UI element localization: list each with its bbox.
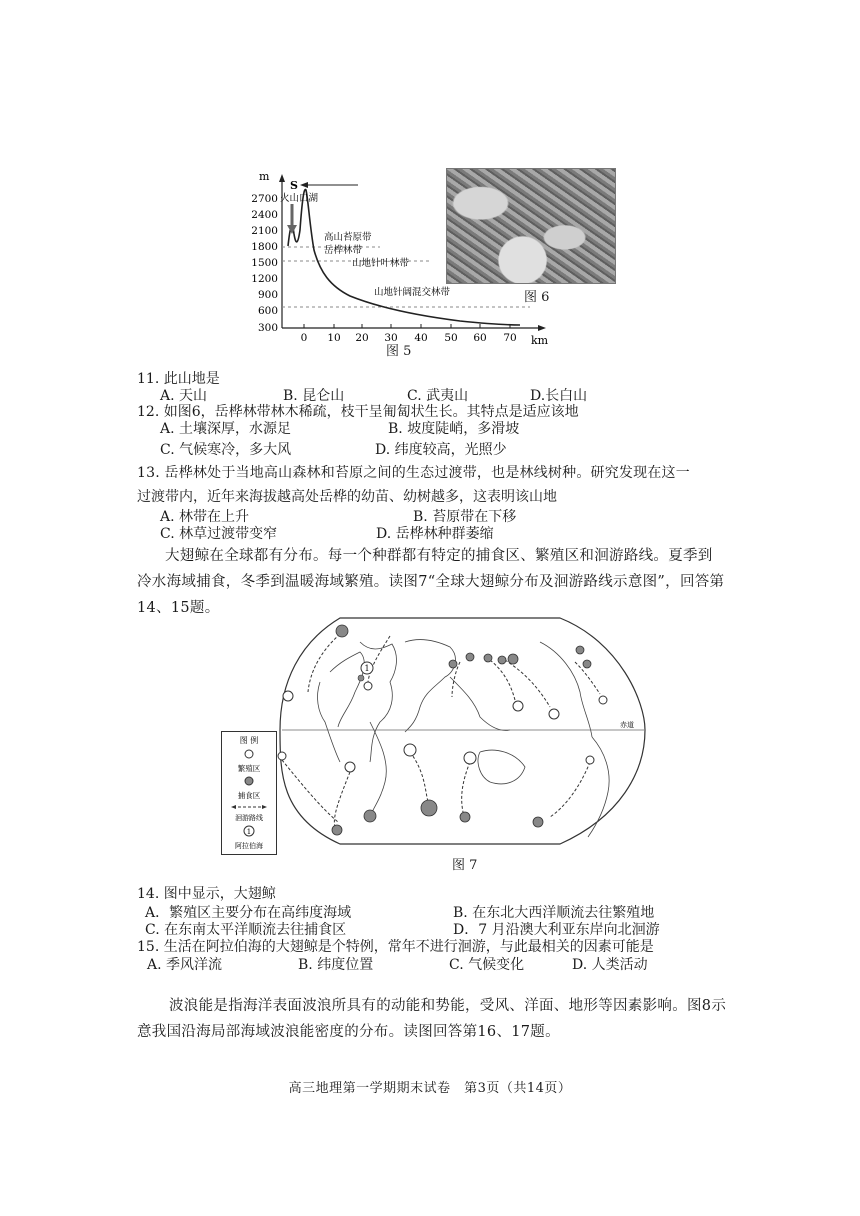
- wave-energy-paragraph: 波浪能是指海洋表面波浪所具有的动能和势能，受风、洋面、地形等因素影响。图8示意我国沿海局部海域波浪能密度的分布。读图回答第16、17题。: [137, 998, 727, 1040]
- q14-option-a[interactable]: A．繁殖区主要分布在高纬度海域: [145, 905, 352, 921]
- q12-option-a[interactable]: A. 土壤深厚，水源足: [160, 421, 292, 437]
- q13-option-d[interactable]: D. 岳桦林种群萎缩: [376, 526, 494, 542]
- y-tick: 600: [257, 305, 278, 317]
- birch-forest-photo: [446, 168, 616, 284]
- y-tick: 1500: [251, 257, 278, 269]
- q13-option-c[interactable]: C. 林草过渡带变窄: [160, 526, 278, 542]
- y-tick: 2100: [251, 225, 278, 237]
- x-unit-label: km: [531, 334, 549, 347]
- q11-option-b[interactable]: B. 昆仑山: [283, 388, 345, 404]
- x-tick: 70: [503, 332, 517, 344]
- x-tick: 20: [355, 332, 369, 344]
- q12-option-b[interactable]: B. 坡度陡峭，多滑坡: [388, 421, 520, 437]
- q15-option-b[interactable]: B. 纬度位置: [298, 957, 374, 973]
- legend-breeding: 繁殖区: [237, 764, 261, 773]
- x-tick: 60: [473, 332, 487, 344]
- x-tick: 40: [414, 332, 428, 344]
- q13-stem-line1: 13. 岳桦林处于当地高山森林和苔原之间的生态过渡带，也是林线树种。研究发现在这一: [137, 465, 690, 481]
- y-unit-label: m: [259, 170, 270, 183]
- q11-option-a[interactable]: A. 天山: [160, 388, 208, 404]
- figure-6-caption: 图 6: [524, 290, 550, 305]
- crater-lake-label: 火山口湖: [280, 193, 319, 204]
- whale-intro-paragraph: 大翅鲸在全球都有分布。每一个种群都有特定的捕食区、繁殖区和洄游路线。夏季到冷水海域捕食，冬季到温暖海域繁殖。读图7“全球大翅鲸分布及洄游路线示意图”，回答第14、15题。: [137, 548, 725, 616]
- q12-stem: 12. 如图6，岳桦林带林木稀疏，枝干呈匍匐状生长。其特点是适应该地: [137, 404, 579, 420]
- x-tick: 10: [327, 332, 341, 344]
- q15-stem: 15. 生活在阿拉伯海的大翅鲸是个特例，常年不进行洄游，与此最相关的因素可能是: [137, 939, 654, 955]
- q12-option-d[interactable]: D. 纬度较高，光照少: [375, 442, 507, 458]
- mixed-forest-label: 山地针阔混交林带: [374, 287, 451, 298]
- conifer-label: 山地针叶林带: [352, 258, 410, 269]
- figure-5-caption: 图 5: [386, 344, 412, 359]
- q15-option-d[interactable]: D. 人类活动: [572, 957, 648, 973]
- y-tick: 900: [257, 289, 278, 301]
- figure-7-caption: 图 7: [452, 858, 478, 873]
- legend-migration: 洄游路线: [235, 814, 263, 822]
- south-label: S: [290, 179, 298, 192]
- figure-7-whale-map: [220, 612, 660, 852]
- x-tick: 0: [300, 332, 308, 344]
- x-tick: 30: [384, 332, 398, 344]
- q11-option-d[interactable]: D.长白山: [530, 388, 588, 404]
- y-tick: 300: [257, 322, 278, 334]
- q14-stem: 14. 图中显示，大翅鲸: [137, 886, 276, 902]
- q14-option-d[interactable]: D．7 月沿澳大利亚东岸向北洄游: [453, 922, 660, 938]
- legend-feeding: 捕食区: [237, 791, 261, 800]
- q14-option-b[interactable]: B. 在东北大西洋顺流去往繁殖地: [453, 905, 655, 921]
- y-tick: 2400: [251, 209, 278, 221]
- legend-marker-1: 1: [246, 828, 252, 836]
- q11-stem: 11. 此山地是: [137, 371, 220, 387]
- x-tick: 50: [444, 332, 458, 344]
- arabian-sea-marker-1: 1: [364, 664, 370, 673]
- legend-arabian-sea: 阿拉伯海: [235, 842, 263, 850]
- q14-option-c[interactable]: C. 在东南太平洋顺流去往捕食区: [145, 922, 347, 938]
- page-footer: 高三地理第一学期期末试卷 第3页（共14页）: [288, 1081, 572, 1096]
- legend-title: 图 例: [239, 736, 259, 745]
- q12-option-c[interactable]: C. 气候寒冷，多大风: [160, 442, 292, 458]
- y-tick: 2700: [251, 193, 278, 205]
- tundra-label: 高山苔原带: [324, 232, 372, 243]
- y-tick: 1200: [251, 273, 278, 285]
- fig7-legend-symbols: [221, 731, 277, 855]
- q11-option-c[interactable]: C. 武夷山: [407, 388, 469, 404]
- birch-label: 岳桦林带: [324, 245, 363, 256]
- q15-option-a[interactable]: A. 季风洋流: [147, 957, 223, 973]
- equator-label: 赤道: [620, 721, 634, 729]
- q15-option-c[interactable]: C. 气候变化: [449, 957, 525, 973]
- q13-option-b[interactable]: B. 苔原带在下移: [413, 509, 517, 525]
- y-tick: 1800: [251, 241, 278, 253]
- q13-option-a[interactable]: A. 林带在上升: [160, 509, 250, 525]
- q13-stem-line2: 过渡带内，近年来海拔越高处岳桦的幼苗、幼树越多，这表明该山地: [137, 489, 557, 505]
